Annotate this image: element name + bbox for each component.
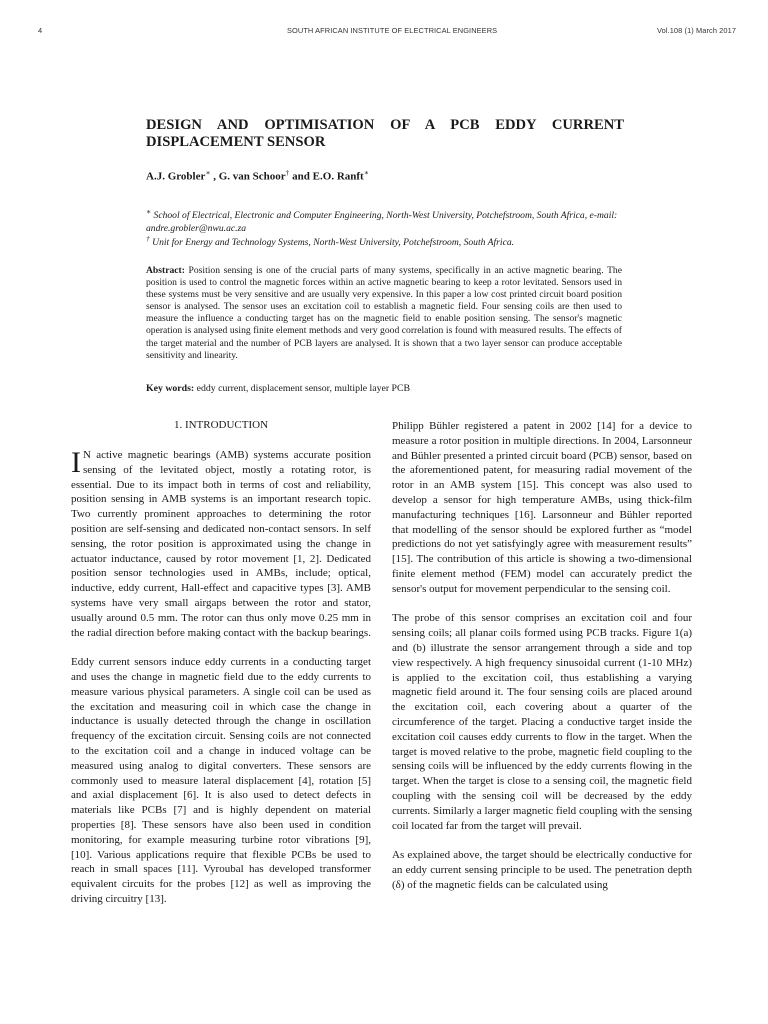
intro-paragraph-3: Philipp Bühler registered a patent in 2002 [14] for a device to measure a rotor position in multiple directions. In 2004, Larsonneur and Bühler presented a printed circuit board (PCB) sensor, based on the aforementioned patent, for measuring radial movement of the rotor in an AMB system [15]. This concept was also used to develop a sensor for high temperature AMBs, using thick-film manufacturing techniques [16]. Larsonneur and Bühler reported that modelling of the sensor should be explored further as “model predictions do not yet satisfyingly agree with measurement results” [15]. The contribution of this article is showing a two-dimensional finite element method (FEM) model can accurately predict the sensor's output for movement perpendicular to the sensing coil. — [392, 420, 692, 595]
keywords-label: Key words: — [146, 383, 195, 394]
abstract-text: Position sensing is one of the crucial parts of many systems, specifically in an active magnetic bearing. The position is used to control the magnetic forces within an active magnetic bearing to keep a rotor levitated. Sensors used in these systems must be very sensitive and are usually very expensive. In this paper a low cost printed circuit board position sensor is analysed. The sensor uses an excitation coil to establish a magnetic field. Four sensing coils are then used to measure the influence a conducting target has on the magnetic field to enable position sensing. The sensor's magnetic operation is analysed using finite element methods and very good correlation is found with measured results. The effects of the target material and the number of PCB layers are analysed. It is shown that a two layer sensor can produce acceptable sensitivity and linearity. — [146, 265, 622, 361]
left-column — [71, 448, 371, 968]
author-2-mark: † — [285, 168, 290, 177]
title-line-2: DISPLACEMENT SENSOR — [146, 134, 326, 150]
intro-paragraph-4: The probe of this sensor comprises an excitation coil and four sensing coils; all planar coils formed using PCB tracks. Figure 1(a) and (b) illustrate the sensor arrangement through a side and top view respectively. A high frequency sinusoidal current (1-10 MHz) is applied to the excitation coil, thus establishing a varying magnetic field around it. The four sensing coils are placed around the excitation coil, each covering about a quarter of the circumference of the target. Placing a conductive target inside the excitation coil causes eddy currents to flow in the target. When the target is moved relative to the probe, magnetic field coupling to the sensing coils will be influenced by the eddy currents flowing in the target. When the target is close to a sensing coil, the magnetic field coupling with the sensing coil will be decreased by the eddy currents. Similarly a larger magnetic field coupling with the sensing coil located far from the target will prevail. — [392, 612, 692, 832]
author-sep-1: , — [210, 170, 219, 183]
keywords — [146, 383, 622, 394]
intro-paragraph-5: As explained above, the target should be electrically conductive for an eddy current sensing principle to be used. The penetration depth (δ) of the magnetic fields can be calculated using — [392, 849, 692, 891]
intro-paragraph-1 — [71, 448, 371, 640]
paper-title — [146, 117, 624, 151]
affiliation-1-mark: ∗ — [146, 207, 152, 216]
intro-paragraph-1-text: N active magnetic bearings (AMB) systems accurate position sensing of the levitated object, mostly a rotating rotor, is essential. Due to its impact both in terms of cost and reliability, position sensing in AMB systems is an important research topic. Two currently prominent approaches to determining the rotor position are self-sensing and dedicated non-contact sensors. In self sensing, the rotor position is approximated using the change in actuator inductance, caused by rotor movement [1, 2]. Dedicated position sensor technologies used in AMBs, include; optical, inductive, eddy current, Hall-effect and capacitive types [3]. AMB systems have very small airgaps between the rotor and stator, usually around 0.5 mm. The rotor can thus only move 0.25 mm in the radial direction before making contact with the backup bearings. — [71, 449, 371, 639]
journal-name: SOUTH AFRICAN INSTITUTE OF ELECTRICAL ENGINEERS — [287, 26, 498, 35]
volume-info: Vol.108 (1) March 2017 — [657, 26, 737, 35]
author-1: A.J. Grobler — [146, 170, 206, 183]
intro-paragraph-2: Eddy current sensors induce eddy currents in a conducting target and uses the change in magnetic field due to the eddy currents to measure various physical parameters. A single coil can be used as the excitation and measuring coil in which case the change in inductance is usually detected through the change in oscillation frequency of the excitation circuit. Sensing coils are not connected to the excitation coil and a change in induced voltage can be measured using analog to digital converters. These sensors are commonly used to measure lateral displacement [4], rotation [5] and axial displacement [6]. It is also used to detect defects in materials like PCBs [7] and is highly dependent on material properties [8]. These sensors have also been used in condition monitoring, for example measuring turbine rotor vibrations [9], [10]. Various applications require that flexible PCBs be used to reach in small spaces [11]. Vyroubal has developed transformer equivalent circuits for the probes [12] as well as improving the driving circuitry [13]. — [71, 656, 371, 905]
right-column — [392, 419, 692, 907]
author-list — [146, 168, 369, 183]
affiliation-2-mark: † — [146, 234, 150, 243]
affiliation-2-text: Unit for Energy and Technology Systems, North-West University, Potchefstroom, South Africa. — [152, 237, 515, 249]
page-number: 4 — [38, 26, 43, 35]
drop-cap: I — [71, 448, 81, 479]
affiliation-1-text: School of Electrical, Electronic and Computer Engineering, North-West University, Potchefstroom, South Africa, e-mail: andre.grobler@nwu.ac.za — [146, 210, 618, 234]
author-2: G. van Schoor — [218, 170, 286, 183]
author-3: E.O. Ranft — [312, 170, 364, 183]
abstract-label: Abstract: — [146, 265, 185, 276]
author-sep-2: and — [289, 170, 313, 183]
author-3-mark: ∗ — [363, 168, 369, 177]
title-line-1: DESIGN AND OPTIMISATION OF A PCB EDDY CURRENT — [146, 117, 624, 133]
section-heading-introduction: 1. INTRODUCTION — [173, 419, 269, 431]
affiliation-1 — [146, 206, 622, 235]
abstract — [146, 265, 622, 362]
keywords-text: eddy current, displacement sensor, multiple layer PCB — [194, 383, 411, 394]
author-1-mark: ∗ — [205, 168, 211, 177]
affiliation-2 — [146, 233, 622, 250]
